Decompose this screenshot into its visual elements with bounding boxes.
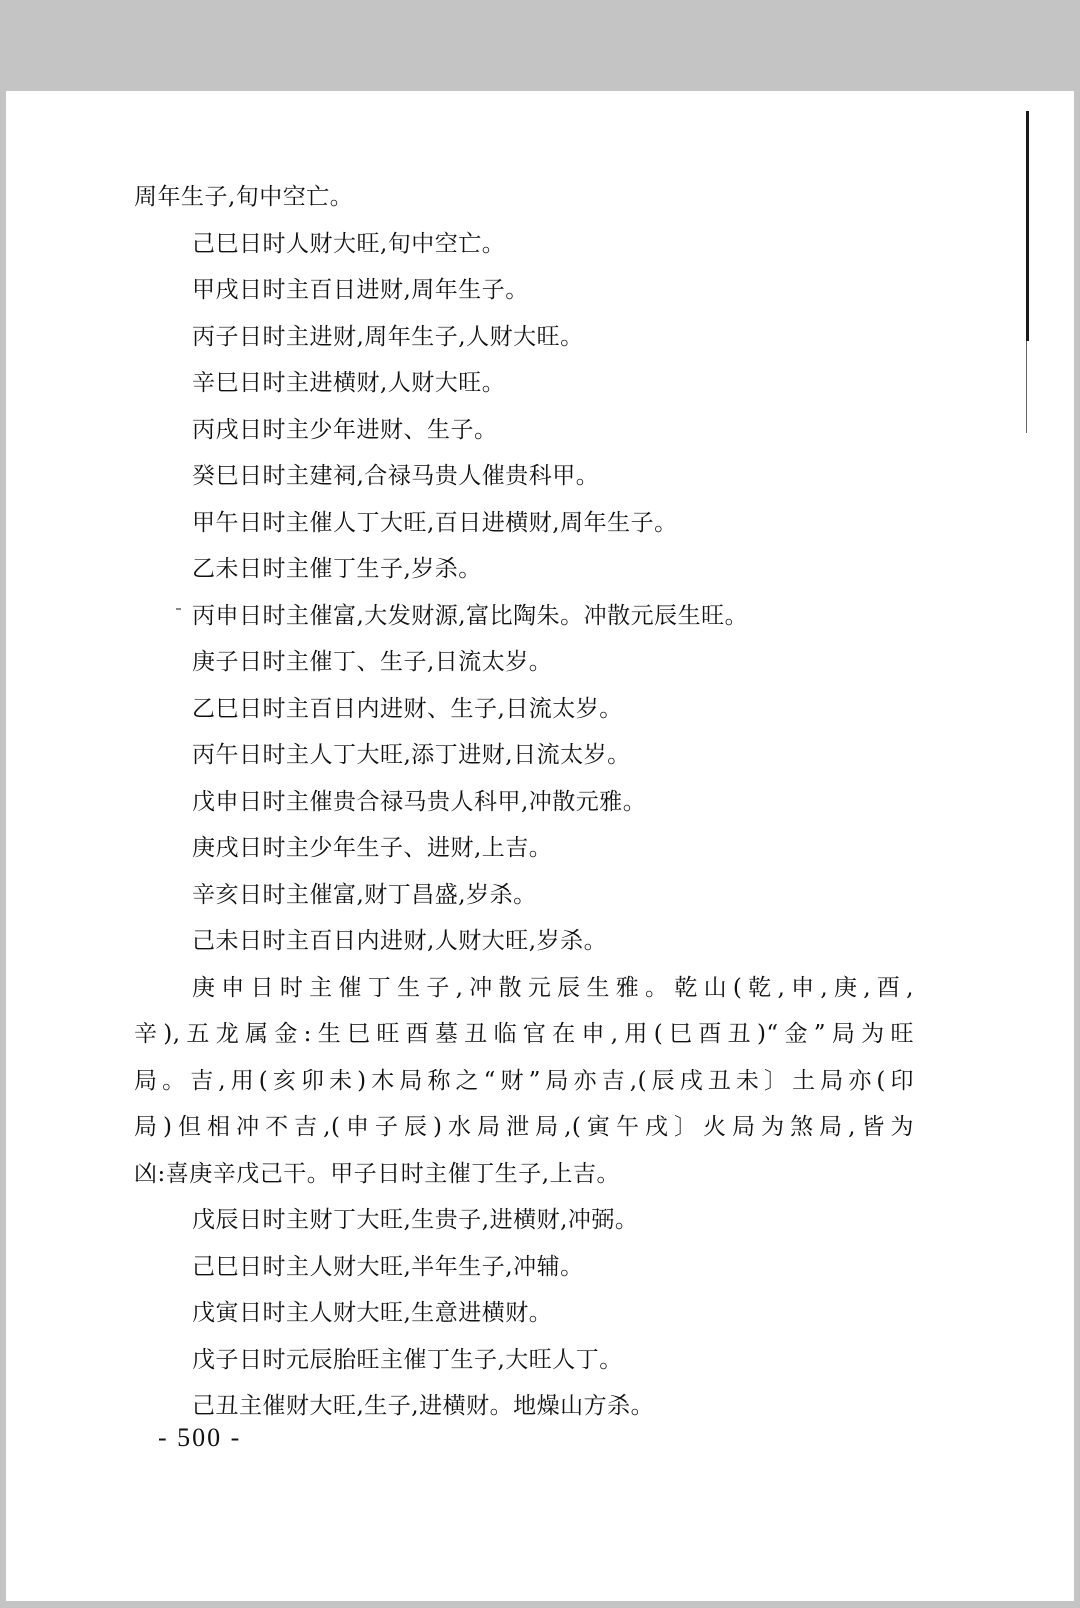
text-line: 周年生子,旬中空亡。 — [134, 184, 354, 210]
text-line: 己巳日时主人财大旺,半年生子,冲辅。 — [192, 1253, 584, 1280]
text-line: 丙子日时主进财,周年生子,人财大旺。 — [192, 323, 584, 350]
text-line: 甲午日时主催人丁大旺,百日进横财,周年生子。 — [192, 509, 678, 536]
text-line: 丙戌日时主少年进财、生子。 — [192, 416, 498, 443]
text-line: 乙未日时主催丁生子,岁杀。 — [192, 556, 482, 582]
text-line: 戊子日时元辰胎旺主催丁生子,大旺人丁。 — [192, 1346, 623, 1373]
text-line: 甲戌日时主百日进财,周年生子。 — [192, 277, 529, 303]
text-line: 丙申日时主催富,大发财源,富比陶朱。冲散元辰生旺。 — [192, 602, 749, 629]
text-line: 局。吉,用(亥卯未)木局称之“财”局亦吉,(辰戌丑未〕土局亦(印 — [134, 1067, 914, 1094]
text-line: 丙午日时主人丁大旺,添丁进财,日流太岁。 — [192, 742, 631, 768]
text-line: 庚子日时主催丁、生子,日流太岁。 — [192, 649, 553, 675]
text-line: 辛亥日时主催富,财丁昌盛,岁杀。 — [192, 881, 537, 908]
body-text — [134, 174, 914, 1430]
text-line: 辛巳日时主进横财,人财大旺。 — [192, 370, 506, 396]
text-line: 己丑主催财大旺,生子,进横财。地燥山方杀。 — [192, 1393, 655, 1419]
page-number: - 500 - — [158, 1423, 242, 1452]
text-line: 己未日时主百日内进财,人财大旺,岁杀。 — [192, 928, 608, 954]
text-line: 辛),五龙属金:生巳旺酉墓丑临官在申,用(巳酉丑)“金”局为旺 — [134, 1021, 914, 1047]
text-line: 戊申日时主催贵合禄马贵人科甲,冲散元雅。 — [192, 788, 647, 815]
text-line: 乙巳日时主百日内进财、生子,日流太岁。 — [192, 695, 623, 722]
text-line: 庚戌日时主少年生子、进财,上吉。 — [192, 835, 553, 861]
text-line: 局)但相冲不吉,(申子辰)水局泄局,(寅午戌〕火局为煞局,皆为 — [134, 1114, 914, 1140]
text-line: 己巳日时人财大旺,旬中空亡。 — [192, 230, 506, 257]
text-line: 戊辰日时主财丁大旺,生贵子,进横财,冲弼。 — [192, 1207, 639, 1233]
text-line: 凶:喜庚辛戊己干。甲子日时主催丁生子,上吉。 — [134, 1160, 621, 1187]
text-line: 戊寅日时主人财大旺,生意进横财。 — [192, 1300, 553, 1326]
scan-edge-line — [1026, 111, 1029, 341]
text-line: 癸巳日时主建祠,合禄马贵人催贵科甲。 — [192, 463, 600, 489]
scan-edge-line-faint — [1026, 341, 1027, 433]
text-line: 庚申日时主催丁生子,冲散元辰生雅。乾山(乾,申,庚,酉, — [192, 974, 914, 1001]
